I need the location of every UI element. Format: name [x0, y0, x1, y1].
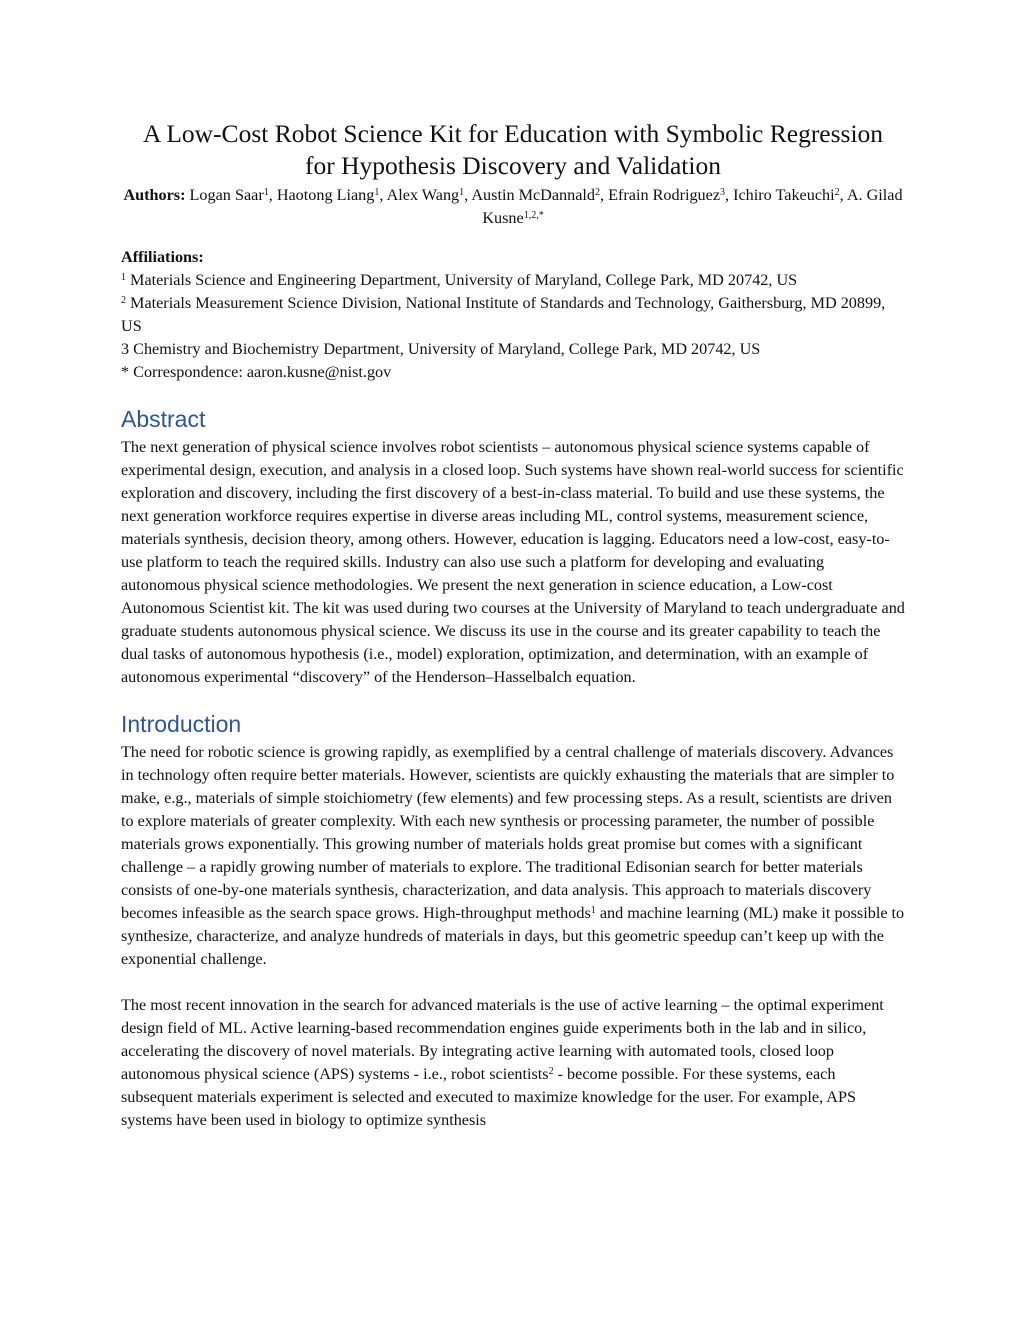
author-1-affil: 1	[263, 187, 269, 198]
author-6: Ichiro Takeuchi	[733, 186, 835, 204]
paper-title	[121, 118, 905, 182]
introduction-heading: Introduction	[121, 711, 242, 737]
author-4: Austin McDannald	[471, 186, 595, 204]
citation-2: 2	[548, 1066, 554, 1077]
intro-paragraph-1: The need for robotic science is growing rapidly, as exemplified by a central challenge of materials discovery. Advances in technology often require better materials. However, scientists are quickly exhausting the materials that are simpler to make, e.g., materials of simple stoichiometry (few elements) and few processing steps. As a result, scientists are driven to explore materials of greater complexity. With each new synthesis or processing parameter, the number of possible materials grows exponentially. This growing number of materials holds great promise but comes with a significant challenge – a rapidly growing number of materials to explore. The traditional Edisonian search for better materials consists of one-by-one materials synthesis, characterization, and data analysis. This approach to materials discovery becomes infeasible as the search space grows. High-throughput methods$^1$ and machine learning (ML) make it possible to synthesize, characterize, and analyze hundreds of materials in days, but this geometric speedup can’t keep up with the exponential challenge.	[121, 743, 905, 968]
abstract-heading: Abstract	[121, 406, 206, 432]
intro-paragraph-2: The most recent innovation in the search for advanced materials is the use of active learning – the optimal experiment design field of ML. Active learning-based recommendation engines guide experiments both in the lab and in silico, accelerating the discovery of novel materials. By integrating active learning with automated tools, closed loop autonomous physical science (APS) systems - i.e., robot scientists$^2$ - become possible. For these systems, each subsequent materials experiment is selected and executed to maximize knowledge for the user. For example, APS systems have been used in biology to optimize synthesis	[121, 996, 884, 1129]
author-3: Alex Wang	[386, 186, 460, 204]
author-5-affil: 3	[720, 187, 726, 198]
author-4-affil: 2	[595, 187, 600, 198]
affiliation-1: $^1$ Materials Science and Engineering Department, University of Maryland, College Park, MD 20742, US	[121, 271, 798, 289]
author-6-affil: 2	[834, 187, 840, 198]
author-3-affil: 1	[459, 187, 465, 198]
author-2: Haotong Liang	[276, 186, 375, 204]
citation-1: 1	[590, 905, 596, 916]
author-7: A. Gilad Kusne	[482, 186, 903, 227]
author-2-affil: 1	[374, 187, 380, 198]
author-list: Authors: Logan Saar$^1$, Haotong Liang$^1$, Alex Wang$^1$, Austin McDannald$^2$, Efrain Rodriguez$^3$, Ichiro Takeuchi$^2$, A. Gilad Kusne$^{1,2,*}$	[123, 186, 903, 227]
paper-page	[121, 118, 905, 1132]
author-7-affil: 1,2,*	[523, 210, 544, 221]
authors-label: Authors:	[123, 186, 186, 204]
author-1: Logan Saar	[189, 186, 264, 204]
title-line-2: for Hypothesis Discovery and Validation	[305, 151, 721, 180]
affiliations-heading: Affiliations:	[121, 248, 204, 266]
author-5: Efrain Rodriguez	[608, 186, 721, 204]
correspondence: * Correspondence: aaron.kusne@nist.gov	[121, 363, 392, 381]
affiliation-3: 3 Chemistry and Biochemistry Department, University of Maryland, College Park, MD 20742, US	[121, 340, 761, 358]
affiliation-2: $^2$ Materials Measurement Science Division, National Institute of Standards and Technology, Gaithersburg, MD 20899, US	[121, 294, 886, 335]
abstract-paragraph: The next generation of physical science involves robot scientists – autonomous physical science systems capable of experimental design, execution, and analysis in a closed loop. Such systems have shown real-world success for scientific exploration and discovery, including the first discovery of a best-in-class material. To build and use these systems, the next generation workforce requires expertise in diverse areas including ML, control systems, measurement science, materials synthesis, decision theory, among others. However, education is lagging. Educators need a low-cost, easy-to-use platform to teach the required skills. Industry can also use such a platform for developing and evaluating autonomous physical science methodologies. We present the next generation in science education, a Low-cost Autonomous Scientist kit. The kit was used during two courses at the University of Maryland to teach undergraduate and graduate students autonomous physical science. We discuss its use in the course and its greater capability to teach the dual tasks of autonomous hypothesis (i.e., model) exploration, optimization, and determination, with an example of autonomous experimental “discovery” of the Henderson–Hasselbalch equation.	[121, 438, 905, 686]
title-line-1: A Low-Cost Robot Science Kit for Education with Symbolic Regression	[142, 119, 884, 148]
